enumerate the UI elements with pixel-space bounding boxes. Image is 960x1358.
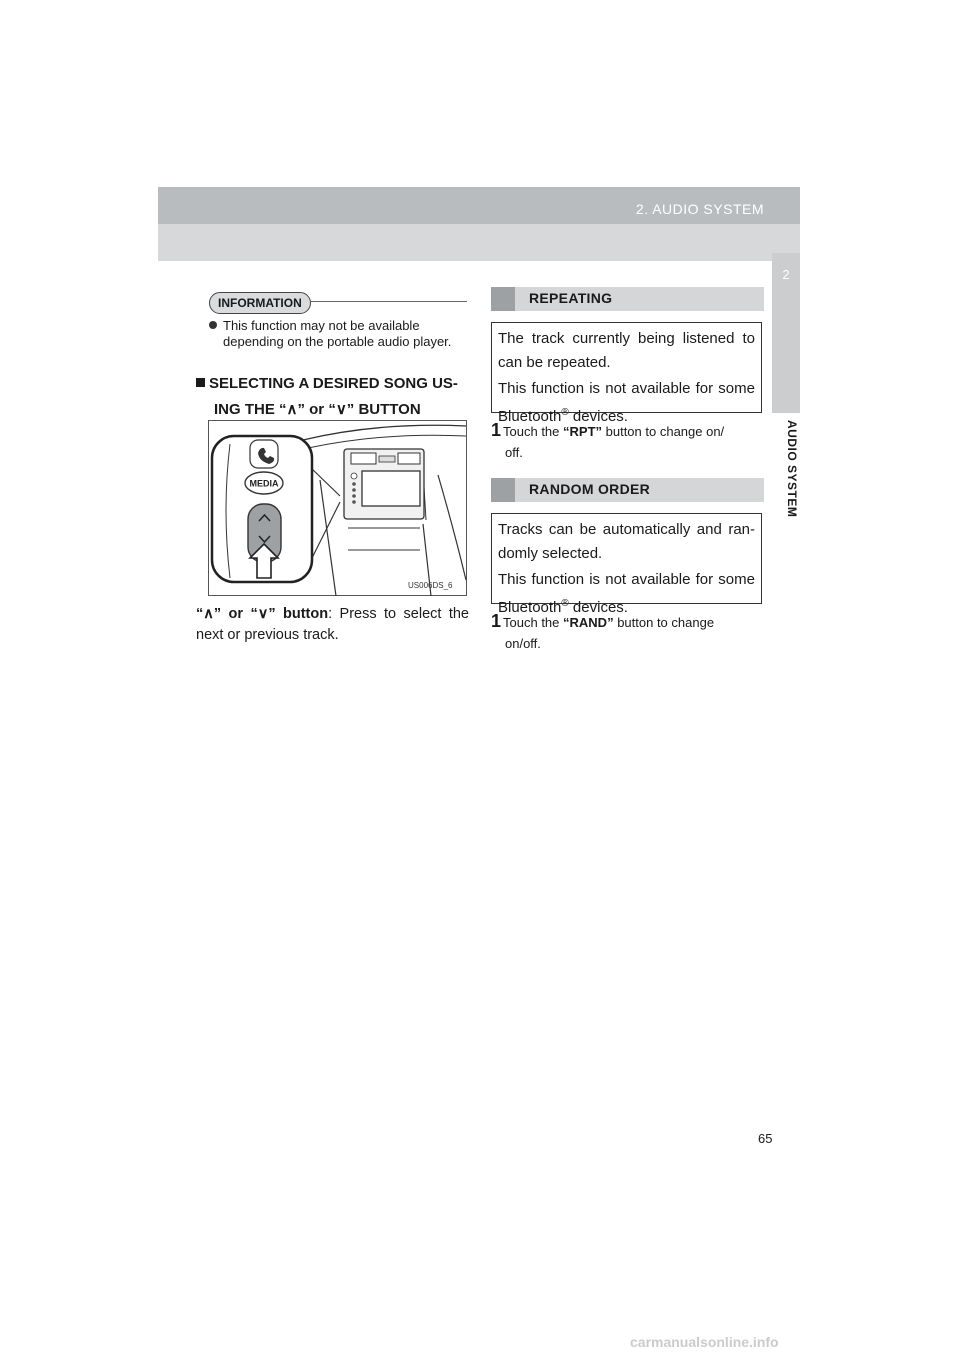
rpt-button-ref: “RPT” <box>563 424 603 439</box>
bullet-icon <box>209 321 217 329</box>
steering-switch-illustration <box>208 420 467 596</box>
step-number: 1 <box>491 420 502 440</box>
heading-marker <box>491 478 515 502</box>
page-number: 65 <box>758 1131 773 1146</box>
repeating-description-box <box>491 322 762 425</box>
random-para-2: This function is not available for some Bluetooth® devices. <box>498 571 755 616</box>
section-title: 2. AUDIO SYSTEM <box>635 201 764 217</box>
repeating-para-1: The track currently being listened to can be repeated. <box>498 330 755 371</box>
random-step: 1 Touch the “RAND” button to change on/off. <box>491 611 715 651</box>
information-line-1: This function may not be available <box>223 318 420 333</box>
figure-code: US006DS_6 <box>408 581 453 590</box>
information-rule <box>310 301 467 302</box>
random-heading: RANDOM ORDER <box>529 481 651 497</box>
repeating-heading-bar <box>491 287 764 311</box>
step-number: 1 <box>491 611 502 631</box>
button-description-text: : Press to select the next or previous track. <box>196 606 469 643</box>
random-description-box <box>491 513 762 616</box>
chapter-tab <box>772 253 800 413</box>
rand-button-ref: “RAND” <box>563 615 614 630</box>
subsection-heading-line-2: ING THE “∧” or “∨” BUTTON <box>214 401 421 418</box>
chapter-number: 2 <box>782 267 790 282</box>
repeating-para-2: This function is not available for some Bluetooth® devices. <box>498 380 755 425</box>
header-band <box>158 187 800 224</box>
repeating-step: 1 Touch the “RPT” button to change on/ off. <box>491 420 725 460</box>
media-button-label: MEDIA <box>249 478 279 489</box>
information-line-2: depending on the portable audio player. <box>223 334 452 349</box>
square-bullet-icon <box>196 378 205 387</box>
subsection-heading <box>196 371 471 423</box>
heading-marker <box>491 287 515 311</box>
watermark: carmanualsonline.info <box>630 1334 779 1350</box>
chapter-label: AUDIO SYSTEM <box>785 420 799 518</box>
information-label: INFORMATION <box>209 292 311 314</box>
header-sub-band <box>158 224 800 261</box>
button-description <box>196 604 469 646</box>
repeating-heading: REPEATING <box>529 290 613 306</box>
information-bullet <box>209 318 467 350</box>
random-heading-bar <box>491 478 764 502</box>
subsection-heading-line-1: SELECTING A DESIRED SONG US- <box>209 375 458 392</box>
button-description-term: “∧” or “∨” button <box>196 606 329 622</box>
random-para-1: Tracks can be automatically and ran-domly selected. <box>498 521 755 562</box>
